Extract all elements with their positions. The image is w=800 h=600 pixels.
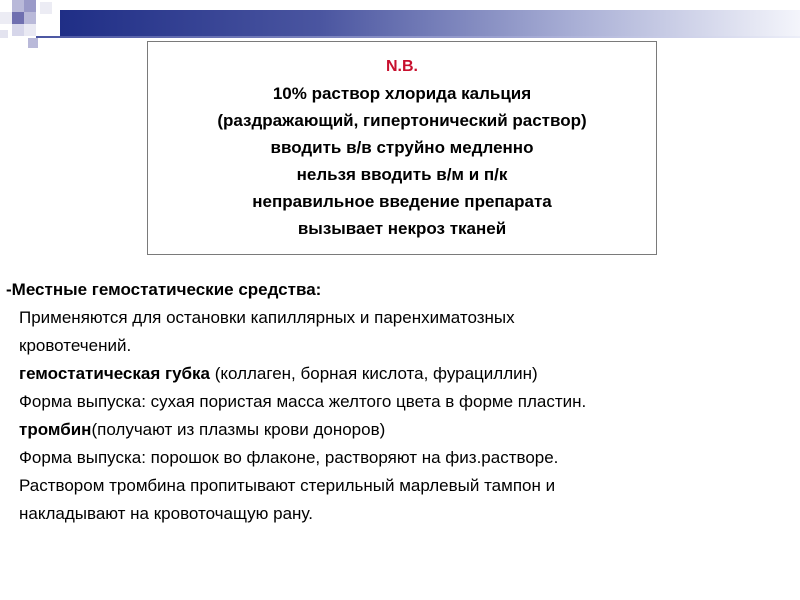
decor-square <box>12 12 24 24</box>
nota-bene-title: N.B. <box>386 58 418 75</box>
decor-square <box>12 0 24 12</box>
thrombin-paragraph <box>19 416 796 444</box>
paragraph-usage-line: кровотечений. <box>19 336 132 355</box>
nota-bene-line: вызывает некроз тканей <box>297 219 507 238</box>
header-gradient-bar <box>60 10 800 36</box>
decor-square <box>0 12 12 24</box>
decor-square <box>0 30 8 38</box>
paragraph-usage-line: Применяются для остановки капиллярных и паренхиматозных <box>19 308 515 327</box>
thrombin-description: (получают из плазмы крови доноров) <box>91 420 386 439</box>
nota-bene-line: (раздражающий, гипертонический раствор) <box>217 111 587 130</box>
decor-square <box>12 24 24 36</box>
sponge-form-paragraph: Форма выпуска: сухая пористая масса желтого цвета в форме пластин. <box>19 392 587 411</box>
thrombin-term: тромбин <box>19 420 92 439</box>
sponge-description: (коллаген, борная кислота, фурациллин) <box>210 364 538 383</box>
nota-bene-line: вводить в/в струйно медленно <box>270 138 534 157</box>
nota-bene-box <box>147 41 657 255</box>
nota-bene-line: нельзя вводить в/м и п/к <box>296 165 508 184</box>
sponge-paragraph <box>19 360 796 388</box>
decor-square <box>28 38 38 48</box>
section-heading: -Местные гемостатические средства: <box>6 280 322 299</box>
thrombin-usage-line: накладывают на кровоточащую рану. <box>19 504 313 523</box>
header-divider-line <box>36 36 800 38</box>
main-content <box>6 276 796 528</box>
decor-square <box>24 24 36 36</box>
nota-bene-line: неправильное введение препарата <box>252 192 552 211</box>
decor-square <box>24 0 36 12</box>
thrombin-form-paragraph: Форма выпуска: порошок во флаконе, растворяют на физ.растворе. <box>19 448 559 467</box>
thrombin-usage-line: Раствором тромбина пропитывают стерильный марлевый тампон и <box>19 476 556 495</box>
sponge-term: гемостатическая губка <box>19 364 210 383</box>
decor-square <box>40 2 52 14</box>
nota-bene-line: 10% раствор хлорида кальция <box>272 84 532 103</box>
decor-square <box>24 12 36 24</box>
